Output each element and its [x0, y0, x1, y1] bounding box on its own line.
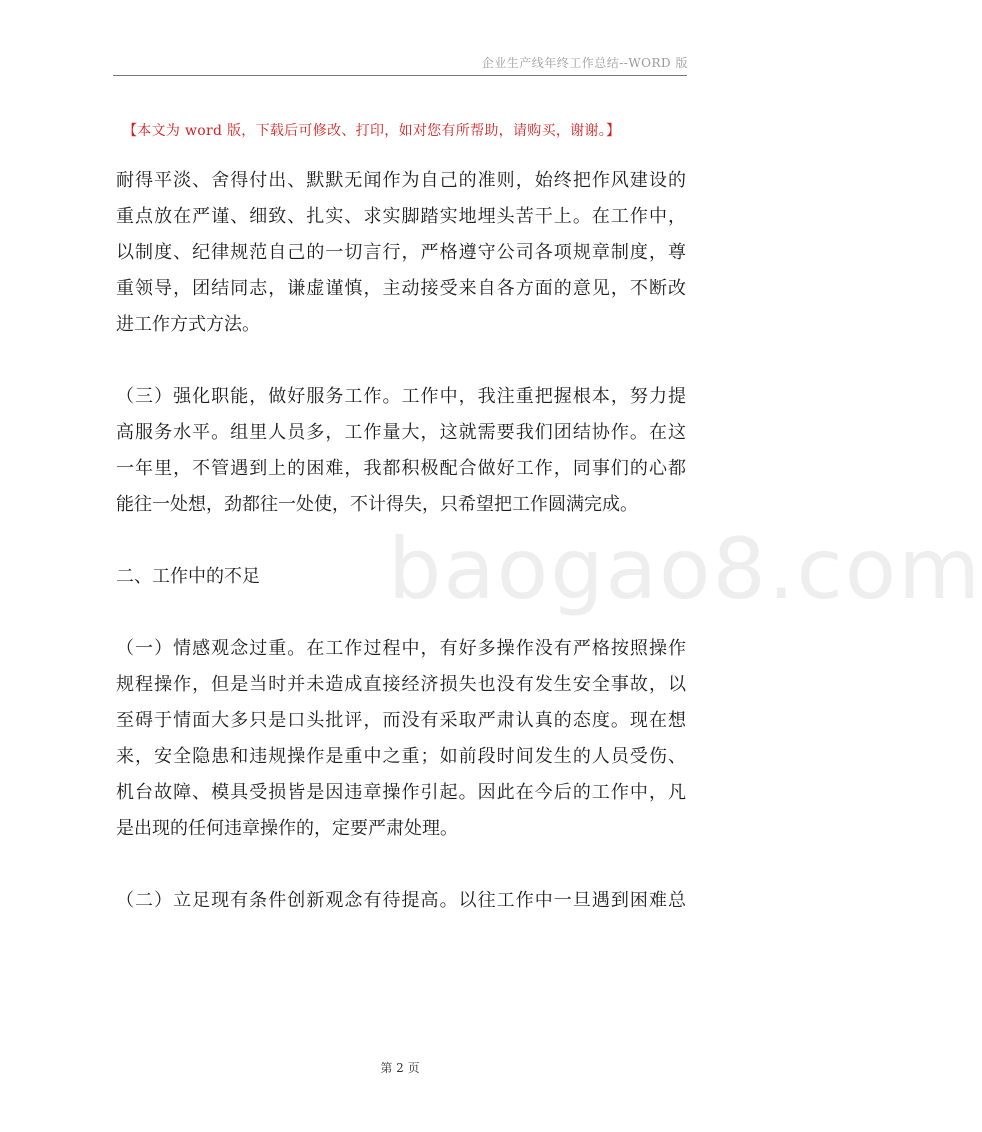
- text-line: 规程操作，但是当时并未造成直接经济损失也没有发生安全事故，以: [116, 674, 686, 695]
- paragraph-service: [116, 379, 686, 523]
- text-line: （二）立足现有条件创新观念有待提高。以往工作中一旦遇到困难总: [116, 890, 686, 911]
- text-line: 至碍于情面大多只是口头批评，而没有采取严肃认真的态度。现在想: [116, 710, 686, 731]
- paragraph-gap: [116, 523, 686, 559]
- page-number: 第 2 页: [380, 1061, 420, 1075]
- purchase-notice: 【本文为 word 版，下载后可修改、打印，如对您有所帮助，请购买，谢谢。】: [123, 123, 621, 139]
- header-divider: [113, 75, 687, 76]
- watermark: baogao8.com: [388, 520, 982, 618]
- section-heading: 二、工作中的不足: [116, 566, 260, 587]
- text-line: 以制度、纪律规范自己的一切言行，严格遵守公司各项规章制度，尊: [116, 242, 686, 263]
- paragraph-gap: [116, 595, 686, 631]
- paragraph-gap: [116, 847, 686, 883]
- paragraph-innovation: [116, 883, 686, 919]
- text-line: 耐得平淡、舍得付出、默默无闻作为自己的准则，始终把作风建设的: [116, 170, 686, 191]
- text-line: 重领导，团结同志，谦虚谨慎，主动接受来自各方面的意见，不断改: [116, 278, 686, 299]
- text-line: 能往一处想，劲都往一处使，不计得失，只希望把工作圆满完成。: [116, 494, 638, 515]
- paragraph-gap: [116, 343, 686, 379]
- paragraph-conduct: [116, 163, 686, 343]
- text-line: 高服务水平。组里人员多，工作量大，这就需要我们团结协作。在这: [116, 422, 686, 443]
- text-line: 一年里，不管遇到上的困难，我都积极配合做好工作，同事们的心都: [116, 458, 686, 479]
- document-body: [116, 163, 686, 919]
- document-header-title: 企业生产线年终工作总结--WORD 版: [481, 56, 688, 70]
- text-line: （三）强化职能，做好服务工作。工作中，我注重把握根本，努力提: [116, 386, 686, 407]
- section-heading-shortcomings: [116, 559, 686, 595]
- text-line: 是出现的任何违章操作的，定要严肃处理。: [116, 818, 458, 839]
- text-line: 重点放在严谨、细致、扎实、求实脚踏实地埋头苦干上。在工作中，: [116, 206, 686, 227]
- text-line: （一）情感观念过重。在工作过程中，有好多操作没有严格按照操作: [116, 638, 686, 659]
- text-line: 进工作方式方法。: [116, 314, 260, 335]
- paragraph-emotion: [116, 631, 686, 847]
- text-line: 机台故障、模具受损皆是因违章操作引起。因此在今后的工作中，凡: [116, 782, 686, 803]
- text-line: 来，安全隐患和违规操作是重中之重；如前段时间发生的人员受伤、: [116, 746, 686, 767]
